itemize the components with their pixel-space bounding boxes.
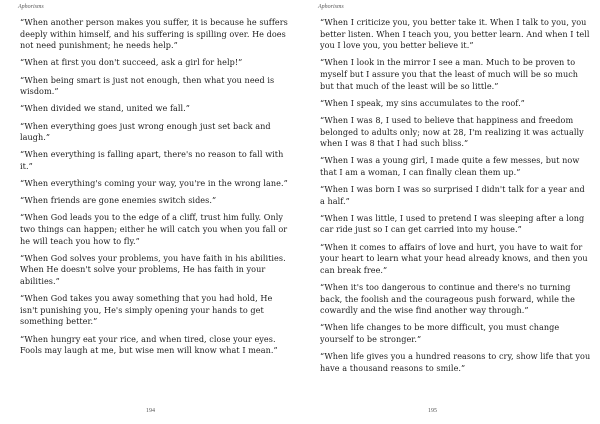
quote: “When friends are gone enemies switch sides.” [20, 195, 217, 206]
quote: “When God leads you to the edge of a cliff, trust him fully. Only two things can happen; either he will catch you when you fall or he will teach you how to fly.” [20, 212, 288, 246]
quote: “When being smart is just not enough, then what you need is wisdom.” [20, 74, 275, 97]
right-page [300, 0, 600, 424]
quote: “When everything's coming your way, you're in the wrong lane.” [20, 178, 288, 189]
quote: “When it comes to affairs of love and hurt, you have to wait for your heart to learn what your head already knows, and then you can break free.” [320, 241, 588, 275]
quote-list [20, 17, 292, 362]
quote: “When at first you don't succeed, ask a girl for help!” [20, 57, 243, 68]
quote: “When everything goes just wrong enough just set back and laugh.” [20, 120, 271, 143]
quote: “When I was born I was so surprised I didn't talk for a year and a half.” [320, 184, 585, 206]
quote: “When I was little, I used to pretend I was sleeping after a long car ride just so I can get carried into my house.” [320, 212, 585, 235]
running-header: Aphorisms [18, 4, 44, 10]
quote: “When God solves your problems, you have faith in his abilities. When He doesn't solve your problems, He has faith in your abilities.” [20, 252, 286, 287]
quote: “When I criticize you, you better take it. When I talk to you, you better listen. When I teach you, you better learn. And when I tell you I love you, you better believe it.” [320, 17, 590, 51]
quote: “When it's too dangerous to continue and there's no turning back, the foolish and the courageous push forward, while the cowardly and the wise find another way through.” [320, 282, 575, 316]
quote: “When another person makes you suffer, it is because he suffers deeply within himself, and his suffering is spilling over. He does not need punishment; he needs help.” [20, 17, 288, 51]
quote: “When I look in the mirror I see a man. Much to be proven to myself but I assure you that the least of much will be so much but that much of the least will be so little.” [320, 57, 579, 91]
quote: “When life gives you a hundred reasons to cry, show life that you have a thousand reasons to smile.” [320, 351, 591, 373]
quote: “When hungry eat your rice, and when tired, close your eyes. Fools may laugh at me, but wise men will know what I mean.” [20, 333, 278, 356]
running-header: Aphorisms [318, 4, 344, 10]
quote: “When divided we stand, united we fall.” [20, 103, 190, 114]
page-number: 194 [146, 408, 155, 414]
quote: “When everything is falling apart, there's no reason to fall with it.” [20, 149, 284, 171]
quote: “When God takes you away something that you had hold, He isn't punishing you, He's simply opening your hands to get something better.” [20, 293, 273, 327]
quote: “When I was a young girl, I made quite a few messes, but now that I am a woman, I can finally clean them up.” [320, 155, 580, 177]
quote: “When life changes to be more difficult, you must change yourself to be stronger.” [320, 322, 560, 344]
quote: “When I was 8, I used to believe that happiness and freedom belonged to adults only; now at 28, I'm realizing it was actually when I was 8 that I had such bliss.” [320, 114, 584, 149]
quote: “When I speak, my sins accumulates to the roof.” [320, 97, 525, 108]
quote-list [320, 17, 592, 380]
page-number: 195 [428, 408, 437, 414]
